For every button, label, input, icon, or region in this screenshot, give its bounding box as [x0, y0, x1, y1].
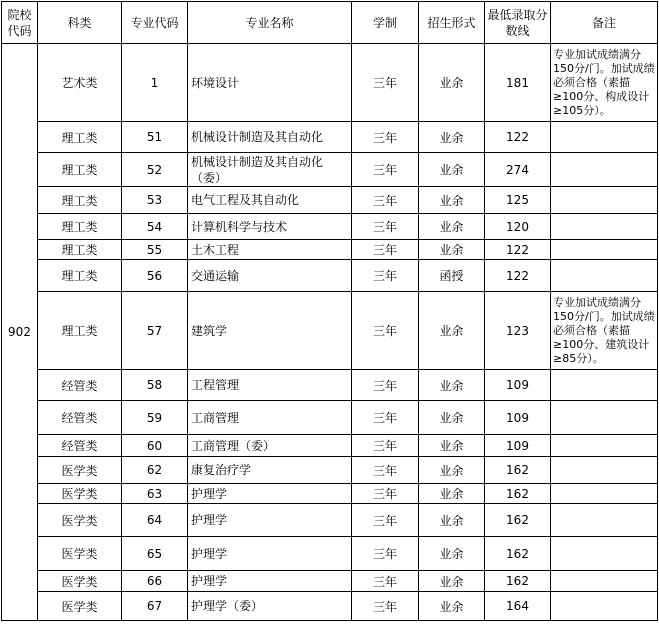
cell-min-score: 162	[485, 537, 551, 571]
cell-mode: 业余	[419, 571, 485, 592]
cell-major-name: 工商管理（委）	[188, 435, 352, 457]
cell-mode: 业余	[419, 457, 485, 484]
cell-note	[551, 214, 658, 240]
cell-note	[551, 187, 658, 214]
cell-major-code: 54	[122, 214, 188, 240]
cell-min-score: 123	[485, 292, 551, 370]
header-major-name: 专业名称	[188, 2, 352, 44]
cell-category: 医学类	[38, 592, 122, 621]
cell-major-name: 环境设计	[188, 44, 352, 122]
cell-mode: 业余	[419, 153, 485, 187]
cell-note	[551, 435, 658, 457]
header-major-code: 专业代码	[122, 2, 188, 44]
cell-major-name: 工程管理	[188, 370, 352, 401]
cell-mode: 业余	[419, 122, 485, 153]
cell-major-name: 电气工程及其自动化	[188, 187, 352, 214]
table-row	[2, 44, 658, 122]
cell-duration: 三年	[352, 240, 419, 260]
cell-major-code: 56	[122, 260, 188, 292]
cell-note	[551, 122, 658, 153]
table-row	[2, 292, 658, 370]
cell-note	[551, 401, 658, 435]
cell-min-score: 109	[485, 370, 551, 401]
cell-note	[551, 370, 658, 401]
cell-category: 理工类	[38, 153, 122, 187]
cell-min-score: 109	[485, 435, 551, 457]
cell-category: 经管类	[38, 370, 122, 401]
table-row	[2, 537, 658, 571]
table-row	[2, 370, 658, 401]
header-category: 科类	[38, 2, 122, 44]
cell-major-name: 护理学	[188, 571, 352, 592]
cell-major-code: 57	[122, 292, 188, 370]
cell-mode: 业余	[419, 187, 485, 214]
cell-duration: 三年	[352, 484, 419, 504]
cell-min-score: 120	[485, 214, 551, 240]
cell-mode: 业余	[419, 401, 485, 435]
cell-major-name: 护理学	[188, 504, 352, 537]
cell-category: 医学类	[38, 484, 122, 504]
table-row	[2, 504, 658, 537]
cell-category: 理工类	[38, 122, 122, 153]
cell-major-name: 机械设计制造及其自动化	[188, 122, 352, 153]
cell-mode: 业余	[419, 370, 485, 401]
cell-min-score: 162	[485, 571, 551, 592]
table-row	[2, 592, 658, 621]
table-row	[2, 571, 658, 592]
cell-duration: 三年	[352, 504, 419, 537]
header-min-score: 最低录取分数线	[485, 2, 551, 44]
table-row	[2, 435, 658, 457]
cell-min-score: 122	[485, 260, 551, 292]
cell-category: 理工类	[38, 292, 122, 370]
cell-major-code: 65	[122, 537, 188, 571]
cell-category: 医学类	[38, 537, 122, 571]
cell-major-code: 67	[122, 592, 188, 621]
cell-note: 专业加试成绩满分150分/门。加试成绩必须合格（素描≥100分、建筑设计≥85分）。	[551, 292, 658, 370]
cell-note	[551, 571, 658, 592]
table-row	[2, 260, 658, 292]
cell-note	[551, 592, 658, 621]
cell-major-code: 63	[122, 484, 188, 504]
cell-duration: 三年	[352, 571, 419, 592]
table-row	[2, 187, 658, 214]
table-row	[2, 153, 658, 187]
cell-duration: 三年	[352, 214, 419, 240]
table-row	[2, 240, 658, 260]
cell-category: 理工类	[38, 187, 122, 214]
cell-major-name: 护理学	[188, 537, 352, 571]
table-row	[2, 401, 658, 435]
admission-score-table	[1, 1, 658, 621]
cell-major-code: 53	[122, 187, 188, 214]
cell-major-code: 66	[122, 571, 188, 592]
cell-major-code: 64	[122, 504, 188, 537]
cell-note	[551, 484, 658, 504]
cell-min-score: 164	[485, 592, 551, 621]
cell-duration: 三年	[352, 537, 419, 571]
cell-duration: 三年	[352, 592, 419, 621]
cell-duration: 三年	[352, 44, 419, 122]
cell-mode: 业余	[419, 504, 485, 537]
cell-major-name: 土木工程	[188, 240, 352, 260]
cell-duration: 三年	[352, 122, 419, 153]
cell-category: 医学类	[38, 571, 122, 592]
cell-min-score: 109	[485, 401, 551, 435]
cell-mode: 业余	[419, 240, 485, 260]
cell-major-name: 机械设计制造及其自动化（委）	[188, 153, 352, 187]
cell-duration: 三年	[352, 153, 419, 187]
cell-major-code: 51	[122, 122, 188, 153]
cell-note	[551, 537, 658, 571]
cell-major-name: 护理学	[188, 484, 352, 504]
cell-mode: 函授	[419, 260, 485, 292]
cell-category: 理工类	[38, 214, 122, 240]
cell-min-score: 125	[485, 187, 551, 214]
cell-mode: 业余	[419, 435, 485, 457]
cell-major-code: 62	[122, 457, 188, 484]
cell-duration: 三年	[352, 370, 419, 401]
cell-mode: 业余	[419, 537, 485, 571]
cell-min-score: 181	[485, 44, 551, 122]
cell-mode: 业余	[419, 44, 485, 122]
cell-category: 理工类	[38, 260, 122, 292]
cell-major-name: 交通运输	[188, 260, 352, 292]
cell-category: 理工类	[38, 240, 122, 260]
table-row	[2, 122, 658, 153]
cell-duration: 三年	[352, 260, 419, 292]
cell-school-code: 902	[2, 44, 38, 621]
cell-category: 艺术类	[38, 44, 122, 122]
cell-note: 专业加试成绩满分150分/门。加试成绩必须合格（素描≥100分、构成设计≥105分）。	[551, 44, 658, 122]
cell-major-code: 58	[122, 370, 188, 401]
cell-min-score: 274	[485, 153, 551, 187]
cell-major-code: 52	[122, 153, 188, 187]
cell-major-code: 60	[122, 435, 188, 457]
cell-category: 经管类	[38, 401, 122, 435]
cell-duration: 三年	[352, 187, 419, 214]
table-body	[2, 44, 658, 621]
header-row	[2, 2, 658, 44]
cell-category: 经管类	[38, 435, 122, 457]
cell-note	[551, 457, 658, 484]
cell-min-score: 122	[485, 122, 551, 153]
header-note: 备注	[551, 2, 658, 44]
cell-major-name: 工商管理	[188, 401, 352, 435]
cell-note	[551, 240, 658, 260]
cell-major-code: 55	[122, 240, 188, 260]
cell-note	[551, 260, 658, 292]
cell-duration: 三年	[352, 435, 419, 457]
cell-major-code: 1	[122, 44, 188, 122]
cell-duration: 三年	[352, 457, 419, 484]
table-row	[2, 214, 658, 240]
header-mode: 招生形式	[419, 2, 485, 44]
cell-note	[551, 504, 658, 537]
cell-major-name: 护理学（委）	[188, 592, 352, 621]
cell-min-score: 122	[485, 240, 551, 260]
table-row	[2, 484, 658, 504]
cell-mode: 业余	[419, 214, 485, 240]
header-school-code: 院校代码	[2, 2, 38, 44]
cell-category: 医学类	[38, 504, 122, 537]
header-duration: 学制	[352, 2, 419, 44]
cell-mode: 业余	[419, 292, 485, 370]
cell-major-name: 建筑学	[188, 292, 352, 370]
cell-category: 医学类	[38, 457, 122, 484]
cell-mode: 业余	[419, 484, 485, 504]
cell-duration: 三年	[352, 401, 419, 435]
cell-major-name: 康复治疗学	[188, 457, 352, 484]
cell-min-score: 162	[485, 504, 551, 537]
cell-major-name: 计算机科学与技术	[188, 214, 352, 240]
cell-major-code: 59	[122, 401, 188, 435]
cell-min-score: 162	[485, 484, 551, 504]
cell-mode: 业余	[419, 592, 485, 621]
cell-duration: 三年	[352, 292, 419, 370]
table-row	[2, 457, 658, 484]
cell-min-score: 162	[485, 457, 551, 484]
cell-note	[551, 153, 658, 187]
